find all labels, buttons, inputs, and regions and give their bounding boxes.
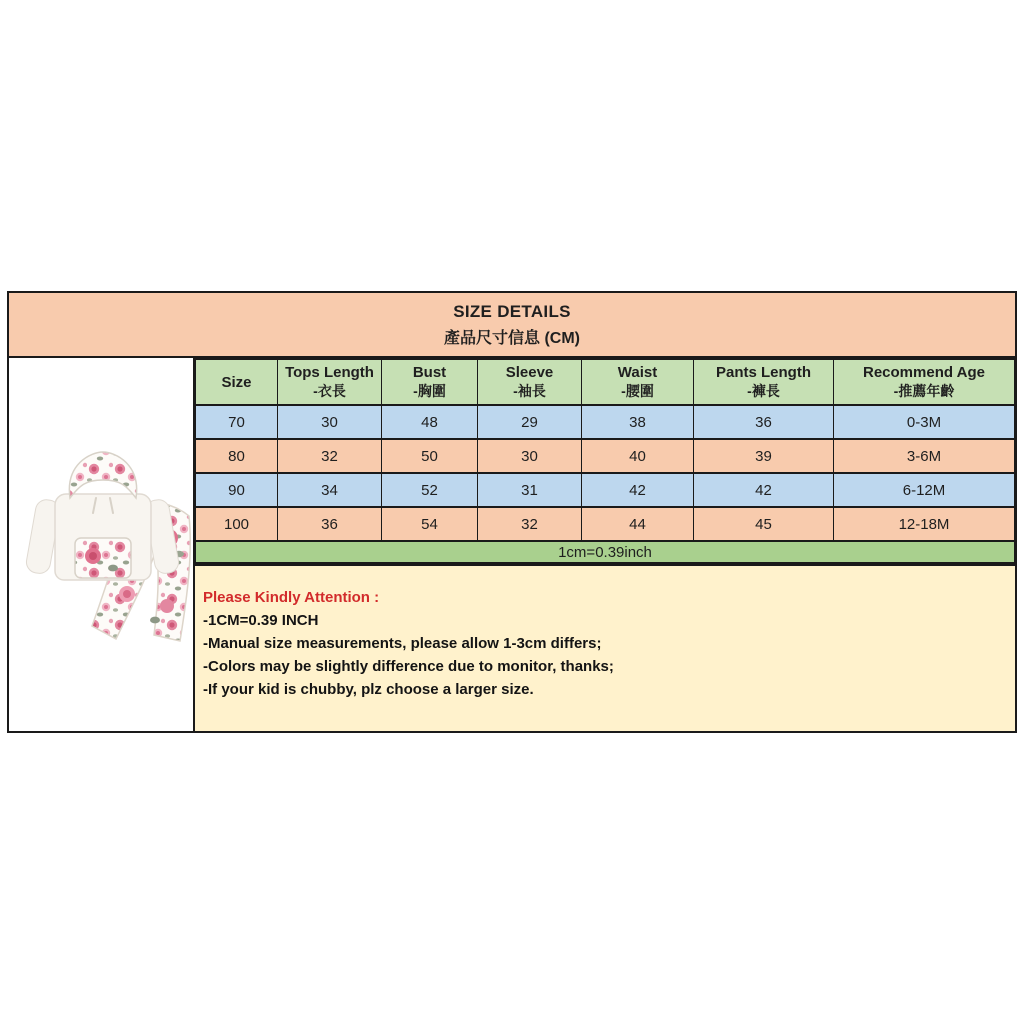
cell-recommend-age: 12-18M bbox=[834, 507, 1015, 541]
col-header-size: Size bbox=[196, 359, 278, 405]
table-header-row bbox=[196, 359, 1015, 405]
cell-bust: 50 bbox=[382, 439, 478, 473]
cell-recommend-age: 6-12M bbox=[834, 473, 1015, 507]
col-header-pants-length: Pants Length -褲長 bbox=[694, 359, 834, 405]
cell-size: 100 bbox=[196, 507, 278, 541]
cell-pants-length: 39 bbox=[694, 439, 834, 473]
attention-line: -1CM=0.39 INCH bbox=[203, 612, 319, 629]
cell-tops-length: 34 bbox=[278, 473, 382, 507]
col-header-sleeve: Sleeve -袖長 bbox=[478, 359, 582, 405]
cell-sleeve: 30 bbox=[478, 439, 582, 473]
cell-size: 80 bbox=[196, 439, 278, 473]
conversion-note: 1cm=0.39inch bbox=[196, 541, 1015, 563]
cell-sleeve: 31 bbox=[478, 473, 582, 507]
cell-size: 70 bbox=[196, 405, 278, 439]
table-and-notes bbox=[195, 358, 1015, 731]
cell-bust: 52 bbox=[382, 473, 478, 507]
cell-recommend-age: 3-6M bbox=[834, 439, 1015, 473]
col-header-recommend-age: Recommend Age -推薦年齡 bbox=[834, 359, 1015, 405]
size-table bbox=[195, 358, 1015, 564]
banner-subtitle: 產品尺寸信息 (CM) bbox=[444, 329, 580, 347]
attention-notes bbox=[195, 564, 1015, 731]
cell-bust: 54 bbox=[382, 507, 478, 541]
cell-waist: 38 bbox=[582, 405, 694, 439]
cell-pants-length: 36 bbox=[694, 405, 834, 439]
conversion-row bbox=[196, 541, 1015, 563]
cell-pants-length: 45 bbox=[694, 507, 834, 541]
cell-bust: 48 bbox=[382, 405, 478, 439]
cell-sleeve: 29 bbox=[478, 405, 582, 439]
cell-size: 90 bbox=[196, 473, 278, 507]
cell-waist: 44 bbox=[582, 507, 694, 541]
cell-recommend-age: 0-3M bbox=[834, 405, 1015, 439]
table-row bbox=[196, 507, 1015, 541]
product-photo bbox=[9, 358, 195, 729]
cell-waist: 42 bbox=[582, 473, 694, 507]
attention-line: -If your kid is chubby, plz choose a larger size. bbox=[203, 681, 534, 698]
col-header-bust: Bust -胸圍 bbox=[382, 359, 478, 405]
col-header-tops-length: Tops Length -衣長 bbox=[278, 359, 382, 405]
size-chart-sheet bbox=[7, 291, 1017, 733]
table-row bbox=[196, 439, 1015, 473]
cell-waist: 40 bbox=[582, 439, 694, 473]
cell-sleeve: 32 bbox=[478, 507, 582, 541]
hoodie-illustration bbox=[25, 452, 181, 580]
cell-tops-length: 36 bbox=[278, 507, 382, 541]
product-photo-cell bbox=[9, 358, 195, 731]
attention-line: -Colors may be slightly difference due to monitor, thanks; bbox=[203, 658, 614, 675]
table-row bbox=[196, 473, 1015, 507]
cell-tops-length: 32 bbox=[278, 439, 382, 473]
banner bbox=[9, 293, 1015, 358]
cell-pants-length: 42 bbox=[694, 473, 834, 507]
content-row bbox=[9, 358, 1015, 731]
banner-title: SIZE DETAILS bbox=[453, 301, 571, 321]
attention-title: Please Kindly Attention : bbox=[203, 589, 380, 606]
col-header-waist: Waist -腰圍 bbox=[582, 359, 694, 405]
table-row bbox=[196, 405, 1015, 439]
attention-line: -Manual size measurements, please allow 1-3cm differs; bbox=[203, 635, 602, 652]
cell-tops-length: 30 bbox=[278, 405, 382, 439]
